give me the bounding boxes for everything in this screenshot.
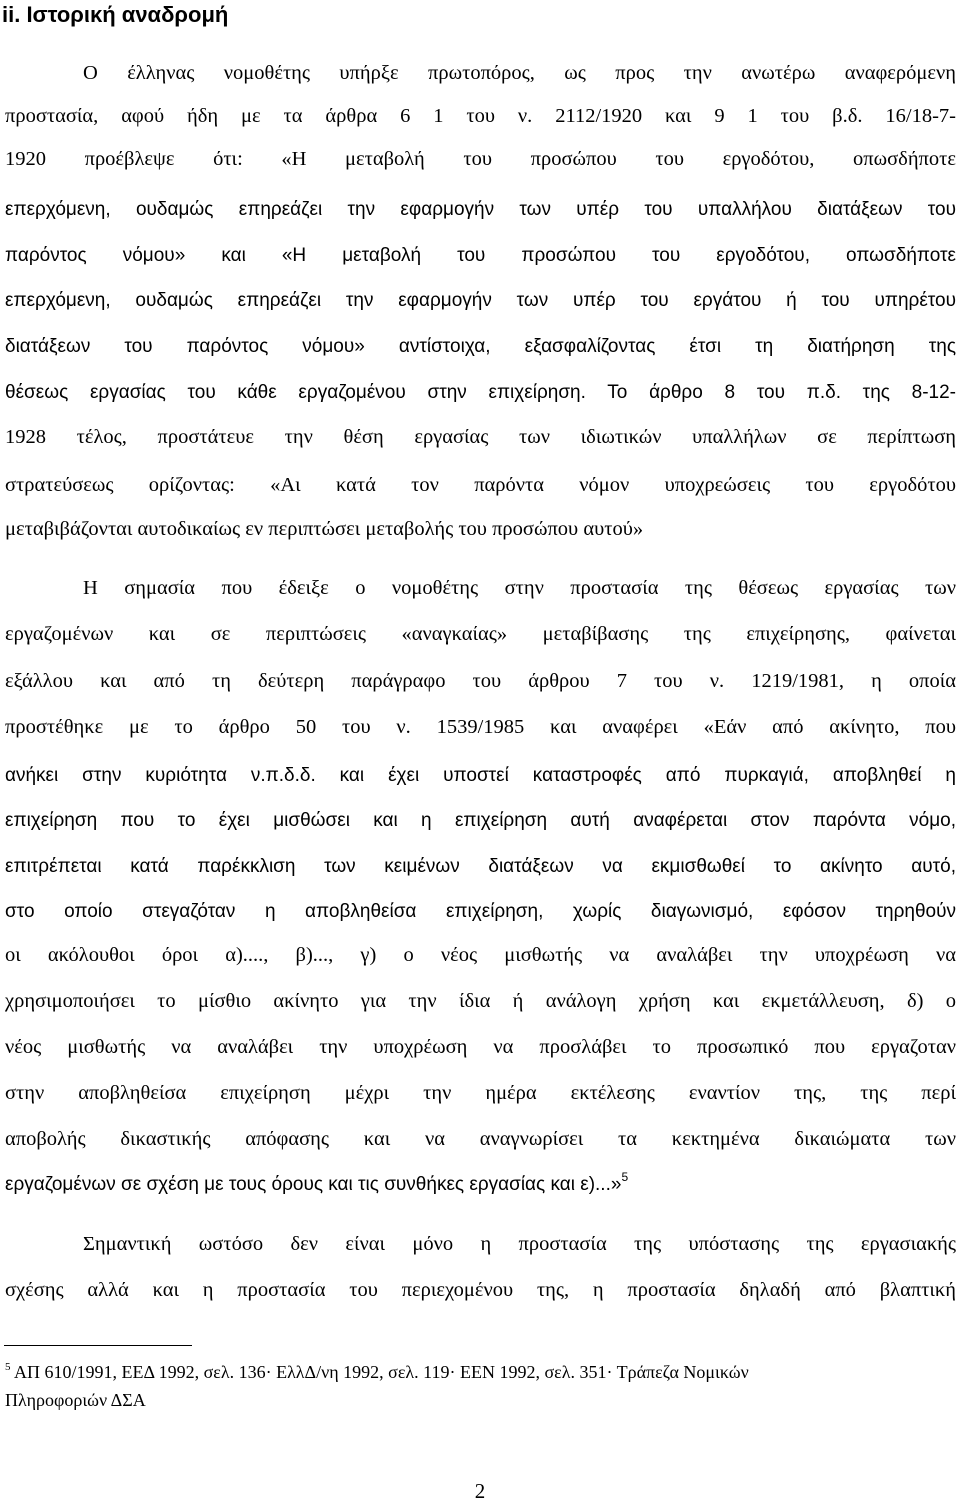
text-line: στρατεύσεως ορίζοντας: «Αι κατά τον παρόντα νόμον υποχρεώσεις του εργοδότου	[5, 474, 956, 496]
footnote-number: 5	[5, 1361, 11, 1373]
text-line: σχέσης αλλά και η προστασία του περιεχομένου της, η προστασία δηλαδή από βλαπτική	[5, 1279, 956, 1301]
section-heading: ii. Ιστορική αναδρομή	[2, 2, 229, 27]
text-line: Σημαντική ωστόσο δεν είναι μόνο η προστασία της υπόστασης της εργασιακής	[83, 1233, 956, 1255]
text-line: επερχόμενη, ουδαμώς επηρεάζει την εφαρμογήν των υπέρ του εργάτου ή του υπηρέτου	[5, 290, 956, 311]
text-line: 1920 προέβλεψε ότι: «Η μεταβολή του προσώπου του εργοδότου, οπωσδήποτε	[5, 148, 956, 170]
text-line: νέος μισθωτής να αναλάβει την υποχρέωση να προσλάβει το προσωπικό που εργαζοταν	[5, 1036, 956, 1058]
text-line: επιχείρηση που το έχει μισθώσει και η επιχείρηση αυτή αναφέρεται στον παρόντα νόμο,	[5, 810, 956, 831]
text-line: χρησιμοποιήσει το μίσθιο ακίνητο για την ίδια ή ανάλογη χρήση και εκμετάλλευση, δ) ο	[5, 990, 956, 1012]
text-line: ανήκει στην κυριότητα ν.π.δ.δ. και έχει υποστεί καταστροφές από πυρκαγιά, αποβληθεί η	[5, 765, 956, 786]
text-line: προστασία, αφού ήδη με τα άρθρα 6 1 του ν. 2112/1920 και 9 1 του β.δ. 16/18-7-	[5, 105, 956, 127]
text-line: στην αποβληθείσα επιχείρηση μέχρι την ημέρα εκτέλεσης εναντίον της, της περί	[5, 1082, 956, 1104]
text-line	[5, 1172, 956, 1198]
page-number: 2	[474, 1479, 486, 1503]
text-line: αποβολής δικαστικής απόφασης και να αναγνωρίσει τα κεκτημένα δικαιώματα των	[5, 1128, 956, 1150]
footnote-reference[interactable]: 5	[621, 1170, 629, 1184]
text-line: οι ακόλουθοι όροι α)...., β)..., γ) ο νέος μισθωτής να αναλάβει την υποχρέωση να	[5, 944, 956, 966]
text-line: θέσεως εργασίας του κάθε εργαζομένου στην επιχείρηση. Το άρθρο 8 του π.δ. της 8-12-	[5, 382, 956, 403]
text-line: διατάξεων του παρόντος νόμου» αντίστοιχα, εξασφαλίζοντας έτσι τη διατήρηση της	[5, 336, 956, 357]
footnote-line: Πληροφοριών ΔΣΑ	[5, 1390, 146, 1410]
text-line: προστέθηκε με το άρθρο 50 του ν. 1539/1985 και αναφέρει «Εάν από ακίνητο, που	[5, 716, 956, 738]
footnote-text: ΑΠ 610/1991, ΕΕΔ 1992, σελ. 136· ΕλλΔ/νη 1992, σελ. 119· ΕΕΝ 1992, σελ. 351· Τράπεζα Νομικών	[14, 1362, 749, 1382]
text-line: επιτρέπεται κατά παρέκκλιση των κειμένων διατάξεων να εκμισθωθεί το ακίνητο αυτό,	[5, 856, 956, 877]
text-line: μεταβιβάζονται αυτοδικαίως εν περιπτώσει μεταβολής του προσώπου αυτού»	[5, 518, 644, 540]
text-line: 1928 τέλος, προστάτευε την θέση εργασίας των ιδιωτικών υπαλλήλων σε περίπτωση	[5, 426, 956, 448]
footnote-line	[5, 1360, 956, 1384]
text-line: στο οποίο στεγαζόταν η αποβληθείσα επιχείρηση, χωρίς διαγωνισμό, εφόσον τηρηθούν	[5, 901, 956, 922]
text-line: εξάλλου και από τη δεύτερη παράγραφο του άρθρου 7 του ν. 1219/1981, η οποία	[5, 670, 956, 692]
text-line: επερχόμενη, ουδαμώς επηρεάζει την εφαρμογήν των υπέρ του υπαλλήλου διατάξεων του	[5, 199, 956, 220]
text-line: Ο έλληνας νομοθέτης υπήρξε πρωτοπόρος, ως προς την ανωτέρω αναφερόμενη	[83, 62, 956, 84]
text-line: εργαζομένων και σε περιπτώσεις «αναγκαίας» μεταβίβασης της επιχείρησης, φαίνεται	[5, 623, 956, 645]
footnote-separator	[4, 1345, 192, 1346]
text-line: παρόντος νόμου» και «Η μεταβολή του προσώπου του εργοδότου, οπωσδήποτε	[5, 245, 956, 266]
text-line-content: εργαζομένων σε σχέση με τους όρους και τις συνθήκες εργασίας και ε)...»	[5, 1174, 622, 1195]
text-line: Η σημασία που έδειξε ο νομοθέτης στην προστασία της θέσεως εργασίας των	[83, 577, 956, 599]
